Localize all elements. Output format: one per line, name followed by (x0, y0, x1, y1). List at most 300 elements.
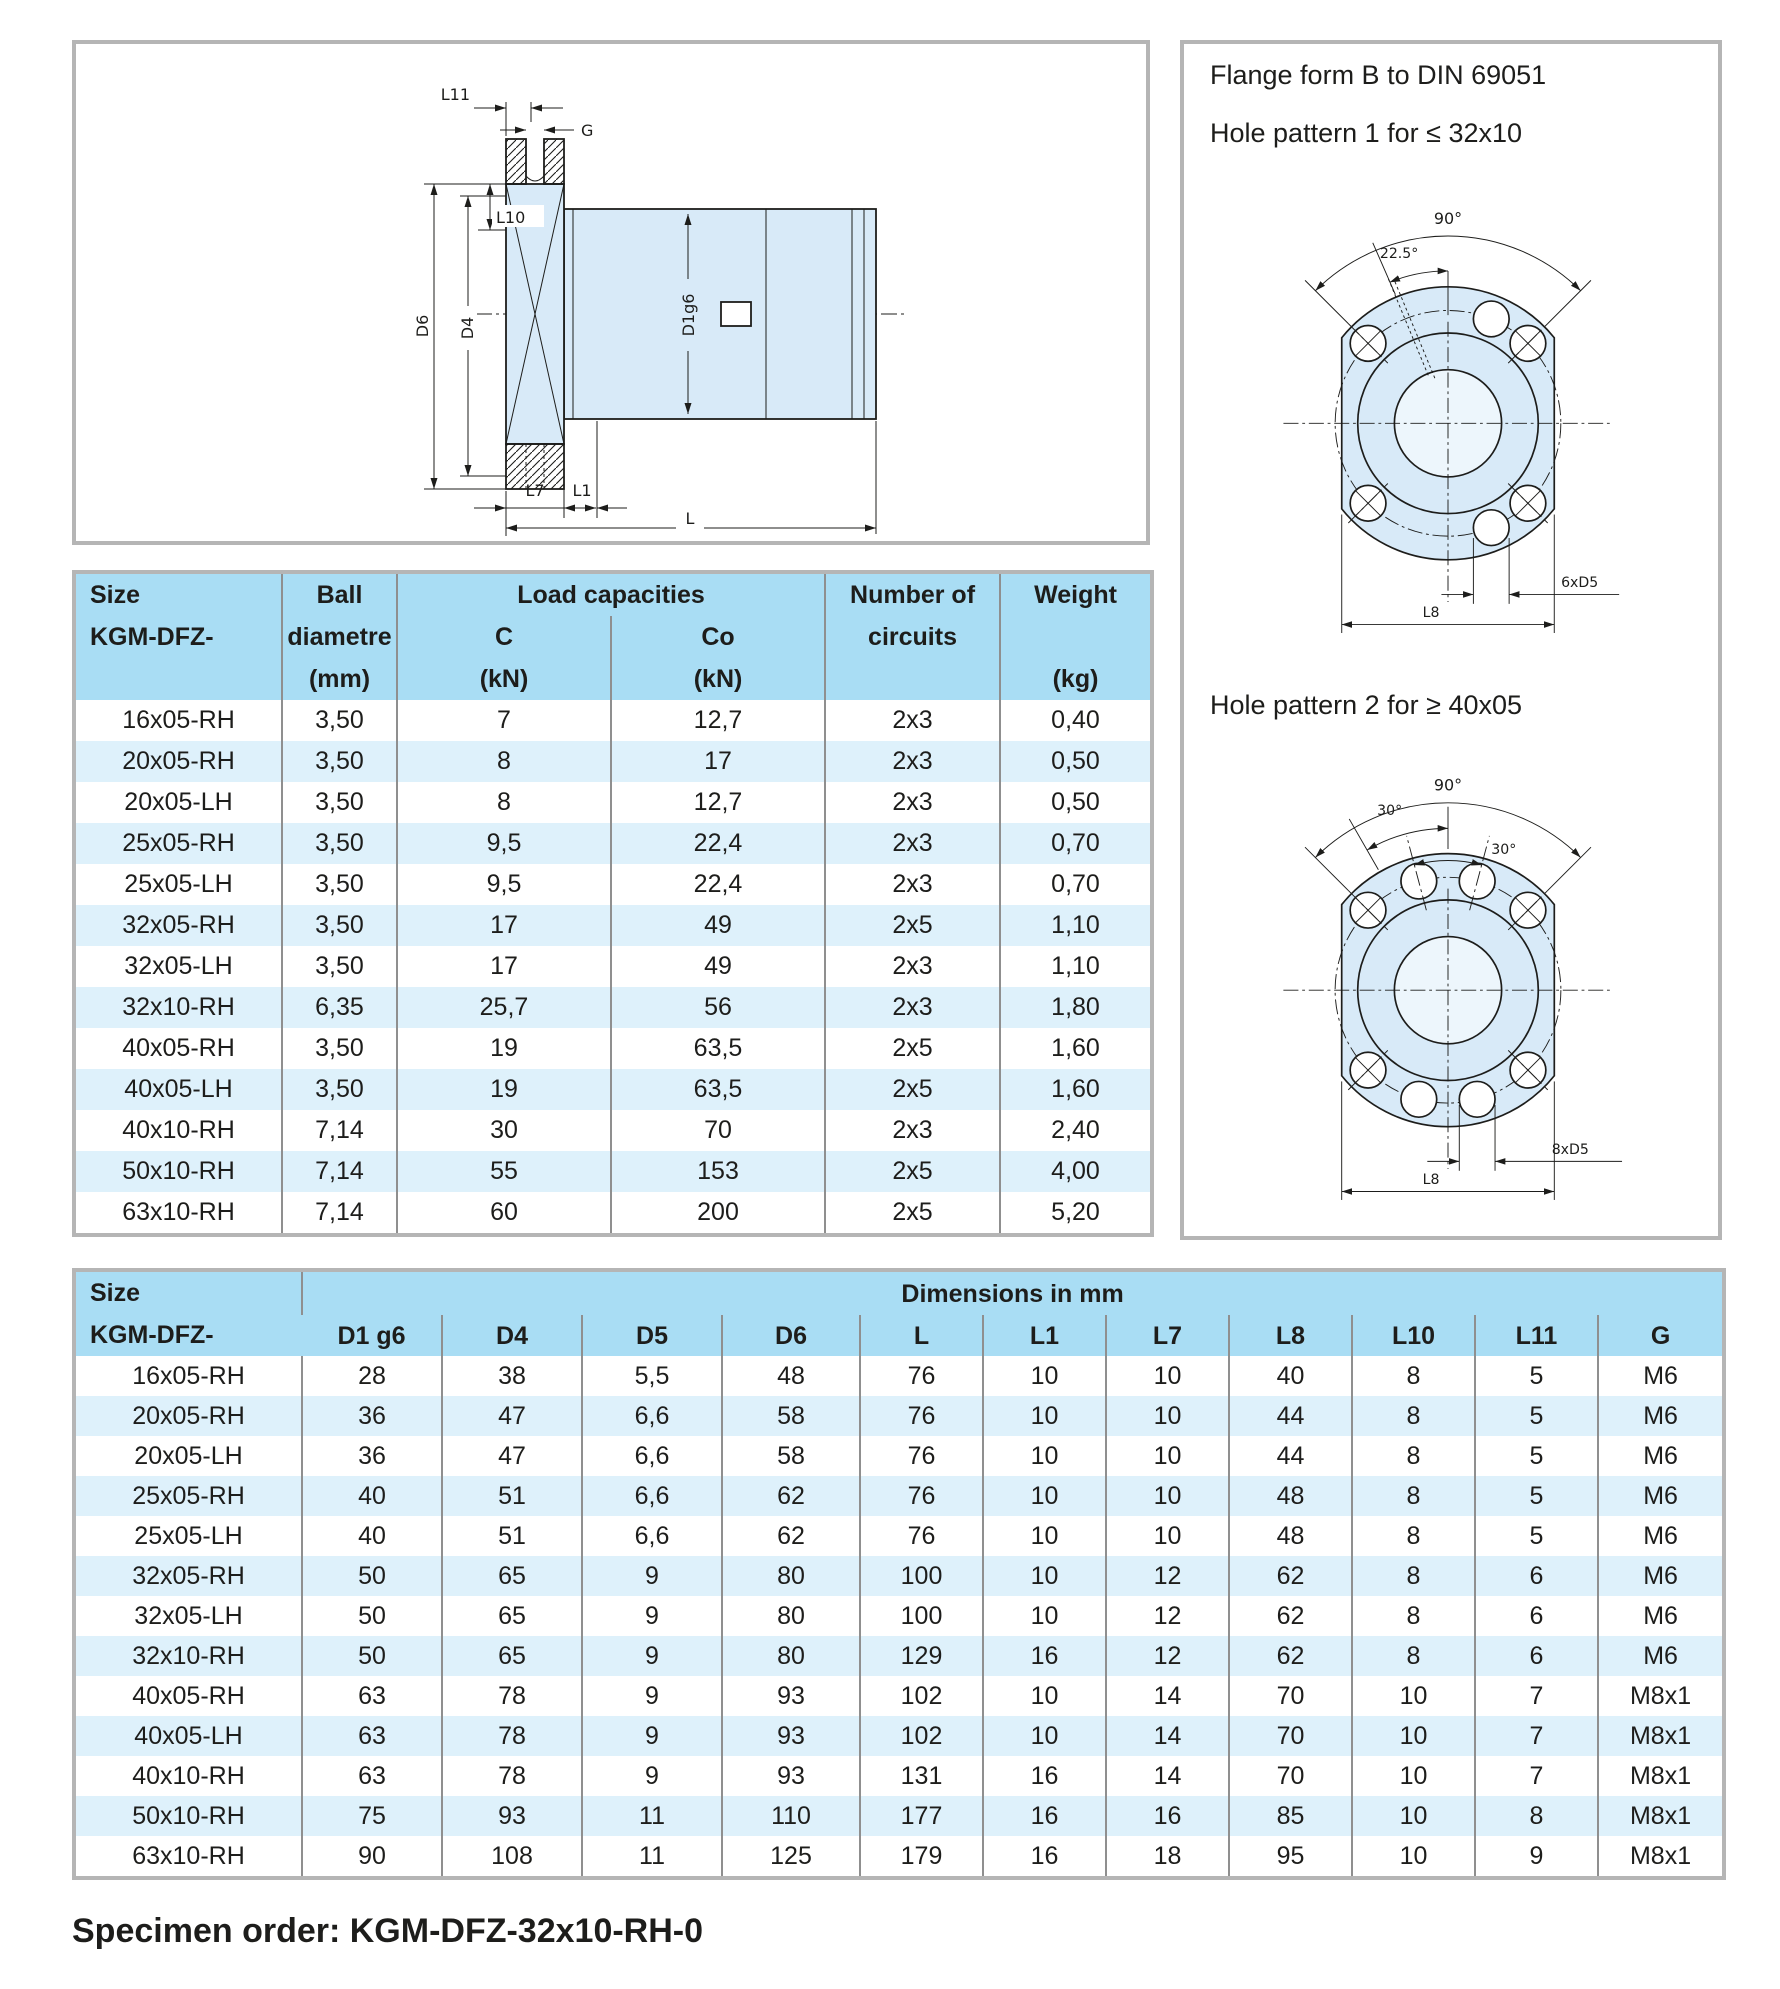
value-cell: 0,70 (1000, 823, 1152, 864)
value-cell: 36 (302, 1396, 442, 1436)
value-cell: M8x1 (1598, 1676, 1724, 1716)
value-cell: M6 (1598, 1556, 1724, 1596)
col-header-ball-diametre: Ball diametre (mm) (282, 572, 397, 700)
value-cell: 6,6 (582, 1436, 722, 1476)
value-cell: 70 (1229, 1676, 1352, 1716)
value-cell: M6 (1598, 1356, 1724, 1396)
value-cell: 100 (860, 1556, 983, 1596)
table-row (74, 1836, 1724, 1878)
angle-label-30-left: 30° (1377, 803, 1403, 820)
value-cell: 14 (1106, 1676, 1229, 1716)
col-header-l8: L8 (1229, 1315, 1352, 1356)
value-cell: 5,20 (1000, 1192, 1152, 1235)
value-cell: 40 (302, 1476, 442, 1516)
table-row (74, 823, 1152, 864)
size-cell: 20x05-RH (122, 747, 235, 775)
flange-panel (1180, 40, 1722, 1240)
value-cell: 2x5 (825, 905, 1000, 946)
dim-label-d1g6: D1g6 (679, 293, 698, 337)
value-cell: 40 (1229, 1356, 1352, 1396)
col-header-size: Size KGM-DFZ- (74, 572, 282, 700)
value-cell: 179 (860, 1836, 983, 1878)
value-cell: 1,80 (1000, 987, 1152, 1028)
value-cell: 7,14 (282, 1192, 397, 1235)
value-cell: 16 (983, 1836, 1106, 1878)
value-cell: 9,5 (397, 864, 611, 905)
size-cell: 32x05-RH (132, 1561, 245, 1590)
value-cell: 3,50 (282, 864, 397, 905)
table-row (74, 1356, 1724, 1396)
table-row (74, 741, 1152, 782)
value-cell: 93 (722, 1716, 860, 1756)
grease-boss-left (506, 139, 526, 184)
size-cell: 40x05-LH (124, 1075, 233, 1103)
value-cell: 22,4 (611, 823, 825, 864)
value-cell: 12,7 (611, 700, 825, 741)
value-cell: M6 (1598, 1516, 1724, 1556)
value-cell: 12 (1106, 1636, 1229, 1676)
value-cell: 63,5 (611, 1028, 825, 1069)
table-row (74, 700, 1152, 741)
value-cell: 2x5 (825, 1069, 1000, 1110)
value-cell: 9 (582, 1716, 722, 1756)
value-cell: 40 (302, 1516, 442, 1556)
dimensions-table (72, 1268, 1726, 1880)
section-drawing-panel (72, 40, 1150, 545)
value-cell: 80 (722, 1556, 860, 1596)
value-cell: 93 (722, 1756, 860, 1796)
col-header-load-capacities: Load capacities C (kN) Co (kN) (397, 572, 825, 700)
table-row (74, 1796, 1724, 1836)
col-header-d1g6: D1 g6 (302, 1315, 442, 1356)
value-cell: 2x5 (825, 1028, 1000, 1069)
value-cell: 9 (582, 1676, 722, 1716)
value-cell: 63,5 (611, 1069, 825, 1110)
col-header-l7: L7 (1106, 1315, 1229, 1356)
col-header-g: G (1598, 1315, 1724, 1356)
value-cell: M8x1 (1598, 1836, 1724, 1878)
col-header-size: Size KGM-DFZ- (74, 1270, 302, 1356)
value-cell: 102 (860, 1676, 983, 1716)
value-cell: 78 (442, 1716, 582, 1756)
section-drawing (76, 44, 1146, 541)
size-cell: 16x05-RH (132, 1361, 245, 1390)
value-cell: 9 (1475, 1836, 1598, 1878)
value-cell: 10 (1106, 1356, 1229, 1396)
value-cell: 63 (302, 1676, 442, 1716)
table-row (74, 1596, 1724, 1636)
table-row (74, 1716, 1724, 1756)
value-cell: 7 (1475, 1756, 1598, 1796)
dim-label-d4: D4 (458, 316, 477, 340)
value-cell: 16 (983, 1756, 1106, 1796)
value-cell: 78 (442, 1756, 582, 1796)
holes-count-label: 6xD5 (1561, 574, 1599, 591)
col-header-l1: L1 (983, 1315, 1106, 1356)
size-cell: 40x05-LH (134, 1721, 243, 1750)
value-cell: 5 (1475, 1436, 1598, 1476)
value-cell: 7 (397, 700, 611, 741)
value-cell: 100 (860, 1596, 983, 1636)
table-row (74, 1436, 1724, 1476)
value-cell: 93 (442, 1796, 582, 1836)
table-row (74, 987, 1152, 1028)
table-row (74, 1756, 1724, 1796)
value-cell: 1,60 (1000, 1069, 1152, 1110)
size-cell: 16x05-RH (122, 706, 235, 734)
dim-table-header-row-1 (74, 1270, 1724, 1315)
col-header-l11: L11 (1475, 1315, 1598, 1356)
value-cell: M6 (1598, 1436, 1724, 1476)
value-cell: 10 (983, 1716, 1106, 1756)
grease-boss-right (544, 139, 564, 184)
value-cell: 47 (442, 1436, 582, 1476)
value-cell: M8x1 (1598, 1756, 1724, 1796)
value-cell: 9 (582, 1556, 722, 1596)
size-cell: 32x05-LH (134, 1601, 243, 1630)
size-cell: 63x10-RH (132, 1841, 245, 1870)
value-cell: 10 (1106, 1396, 1229, 1436)
value-cell: 8 (1352, 1396, 1475, 1436)
value-cell: 85 (1229, 1796, 1352, 1836)
hole-pattern-2-diagram (1194, 722, 1702, 1216)
value-cell: 125 (722, 1836, 860, 1878)
value-cell: 76 (860, 1476, 983, 1516)
value-cell: 108 (442, 1836, 582, 1878)
value-cell: 17 (397, 905, 611, 946)
value-cell: 19 (397, 1069, 611, 1110)
value-cell: 9 (582, 1596, 722, 1636)
value-cell: M6 (1598, 1636, 1724, 1676)
value-cell: 51 (442, 1516, 582, 1556)
col-header-l: L (860, 1315, 983, 1356)
value-cell: 62 (722, 1516, 860, 1556)
value-cell: 22,4 (611, 864, 825, 905)
value-cell: 60 (397, 1192, 611, 1235)
table-row (74, 1151, 1152, 1192)
value-cell: 0,50 (1000, 782, 1152, 823)
load-table-header-row (74, 572, 1152, 700)
value-cell: 5 (1475, 1396, 1598, 1436)
value-cell: 70 (1229, 1716, 1352, 1756)
size-cell: 20x05-LH (134, 1441, 243, 1470)
value-cell: 5 (1475, 1516, 1598, 1556)
value-cell: 8 (1352, 1516, 1475, 1556)
value-cell: 10 (1106, 1516, 1229, 1556)
value-cell: 16 (983, 1796, 1106, 1836)
table-row (74, 1192, 1152, 1235)
value-cell: 50 (302, 1636, 442, 1676)
value-cell: 10 (1352, 1796, 1475, 1836)
value-cell: 80 (722, 1596, 860, 1636)
value-cell: 2x3 (825, 864, 1000, 905)
value-cell: 14 (1106, 1716, 1229, 1756)
value-cell: 70 (1229, 1756, 1352, 1796)
value-cell: 44 (1229, 1436, 1352, 1476)
value-cell: 2x3 (825, 946, 1000, 987)
value-cell: 2x3 (825, 782, 1000, 823)
col-header-weight: Weight (kg) (1000, 572, 1152, 700)
value-cell: 8 (1352, 1596, 1475, 1636)
value-cell: 76 (860, 1356, 983, 1396)
size-cell: 40x10-RH (132, 1761, 245, 1790)
l8-label: L8 (1422, 1171, 1440, 1188)
value-cell: 10 (1352, 1676, 1475, 1716)
dim-table-header-row-2 (74, 1315, 1724, 1356)
value-cell: 10 (983, 1516, 1106, 1556)
value-cell: 75 (302, 1796, 442, 1836)
size-cell: 20x05-RH (132, 1401, 245, 1430)
value-cell: 25,7 (397, 987, 611, 1028)
holes-count-label: 8xD5 (1551, 1141, 1589, 1158)
value-cell: 3,50 (282, 700, 397, 741)
value-cell: 65 (442, 1636, 582, 1676)
value-cell: 2,40 (1000, 1110, 1152, 1151)
col-header-circuits: Number of circuits (825, 572, 1000, 700)
dim-label-l10: L10 (496, 208, 526, 227)
value-cell: M8x1 (1598, 1716, 1724, 1756)
value-cell: 56 (611, 987, 825, 1028)
size-cell: 40x05-RH (132, 1681, 245, 1710)
value-cell: 10 (983, 1676, 1106, 1716)
value-cell: 5 (1475, 1476, 1598, 1516)
value-cell: 2x3 (825, 987, 1000, 1028)
value-cell: 7,14 (282, 1110, 397, 1151)
value-cell: 10 (1352, 1756, 1475, 1796)
value-cell: 51 (442, 1476, 582, 1516)
value-cell: 8 (1352, 1436, 1475, 1476)
size-cell: 25x05-LH (124, 870, 233, 898)
value-cell: 47 (442, 1396, 582, 1436)
table-row (74, 1676, 1724, 1716)
value-cell: 76 (860, 1396, 983, 1436)
value-cell: 10 (983, 1356, 1106, 1396)
value-cell: M6 (1598, 1476, 1724, 1516)
value-cell: 62 (1229, 1556, 1352, 1596)
size-cell: 40x10-RH (122, 1116, 235, 1144)
value-cell: 6,6 (582, 1396, 722, 1436)
value-cell: 3,50 (282, 823, 397, 864)
value-cell: 62 (722, 1476, 860, 1516)
dim-label-d6: D6 (413, 314, 432, 338)
value-cell: 6 (1475, 1596, 1598, 1636)
value-cell: 10 (1352, 1836, 1475, 1878)
value-cell: M6 (1598, 1396, 1724, 1436)
table-row (74, 1476, 1724, 1516)
value-cell: 2x5 (825, 1151, 1000, 1192)
value-cell: 3,50 (282, 741, 397, 782)
value-cell: 8 (397, 782, 611, 823)
value-cell: 10 (1106, 1436, 1229, 1476)
value-cell: M8x1 (1598, 1796, 1724, 1836)
value-cell: 62 (1229, 1636, 1352, 1676)
value-cell: 110 (722, 1796, 860, 1836)
value-cell: 10 (983, 1596, 1106, 1636)
value-cell: 10 (983, 1556, 1106, 1596)
load-capacity-table-wrap (72, 570, 1150, 1237)
value-cell: 8 (1352, 1556, 1475, 1596)
value-cell: 11 (582, 1836, 722, 1878)
key-tab (721, 302, 751, 326)
value-cell: 49 (611, 946, 825, 987)
size-cell: 32x10-RH (122, 993, 235, 1021)
value-cell: 10 (983, 1436, 1106, 1476)
value-cell: 10 (1352, 1716, 1475, 1756)
value-cell: 8 (1352, 1636, 1475, 1676)
col-header-d5: D5 (582, 1315, 722, 1356)
size-cell: 32x05-RH (122, 911, 235, 939)
value-cell: 2x3 (825, 823, 1000, 864)
angle-label-22-5: 22.5° (1379, 245, 1419, 262)
value-cell: 0,70 (1000, 864, 1152, 905)
value-cell: 70 (611, 1110, 825, 1151)
value-cell: 0,40 (1000, 700, 1152, 741)
value-cell: 12 (1106, 1556, 1229, 1596)
value-cell: 10 (983, 1476, 1106, 1516)
value-cell: 12 (1106, 1596, 1229, 1636)
table-row (74, 1069, 1152, 1110)
value-cell: 95 (1229, 1836, 1352, 1878)
value-cell: 30 (397, 1110, 611, 1151)
value-cell: 48 (1229, 1476, 1352, 1516)
value-cell: 177 (860, 1796, 983, 1836)
col-header-d6: D6 (722, 1315, 860, 1356)
l8-label: L8 (1422, 605, 1440, 622)
size-cell: 50x10-RH (132, 1801, 245, 1830)
value-cell: 131 (860, 1756, 983, 1796)
value-cell: 63 (302, 1716, 442, 1756)
dim-label-g: G (581, 121, 594, 140)
dimensions-group-title: Dimensions in mm (302, 1270, 1724, 1315)
value-cell: 2x3 (825, 741, 1000, 782)
value-cell: 1,10 (1000, 946, 1152, 987)
value-cell: 44 (1229, 1396, 1352, 1436)
col-header-l10: L10 (1352, 1315, 1475, 1356)
value-cell: 58 (722, 1436, 860, 1476)
nut-body (564, 209, 876, 419)
value-cell: 50 (302, 1556, 442, 1596)
size-cell: 25x05-RH (132, 1481, 245, 1510)
value-cell: 14 (1106, 1756, 1229, 1796)
value-cell: 80 (722, 1636, 860, 1676)
dim-label-l7: L7 (525, 481, 545, 500)
size-cell: 63x10-RH (122, 1198, 235, 1226)
size-cell: 25x05-RH (122, 829, 235, 857)
value-cell: 8 (1352, 1476, 1475, 1516)
value-cell: 49 (611, 905, 825, 946)
value-cell: 78 (442, 1676, 582, 1716)
table-row (74, 1516, 1724, 1556)
value-cell: 5 (1475, 1356, 1598, 1396)
value-cell: 76 (860, 1436, 983, 1476)
value-cell: 16 (1106, 1796, 1229, 1836)
value-cell: 7 (1475, 1676, 1598, 1716)
value-cell: 19 (397, 1028, 611, 1069)
value-cell: 65 (442, 1556, 582, 1596)
col-header-d4: D4 (442, 1315, 582, 1356)
value-cell: 6,6 (582, 1476, 722, 1516)
table-row (74, 1110, 1152, 1151)
value-cell: 9,5 (397, 823, 611, 864)
value-cell: 10 (983, 1396, 1106, 1436)
value-cell: 153 (611, 1151, 825, 1192)
size-cell: 40x05-RH (122, 1034, 235, 1062)
value-cell: 55 (397, 1151, 611, 1192)
value-cell: 6,6 (582, 1516, 722, 1556)
table-row (74, 1028, 1152, 1069)
value-cell: 90 (302, 1836, 442, 1878)
load-capacity-table (72, 570, 1154, 1237)
value-cell: 1,10 (1000, 905, 1152, 946)
value-cell: 9 (582, 1756, 722, 1796)
value-cell: 63 (302, 1756, 442, 1796)
value-cell: 2x5 (825, 1192, 1000, 1235)
specimen-order-text: Specimen order: KGM-DFZ-32x10-RH-0 (72, 1912, 704, 1950)
value-cell: 12,7 (611, 782, 825, 823)
value-cell: 6 (1475, 1556, 1598, 1596)
value-cell: 2x3 (825, 1110, 1000, 1151)
value-cell: 0,50 (1000, 741, 1152, 782)
value-cell: 93 (722, 1676, 860, 1716)
value-cell: 48 (1229, 1516, 1352, 1556)
value-cell: 200 (611, 1192, 825, 1235)
value-cell: 5,5 (582, 1356, 722, 1396)
dim-label-l: L (685, 509, 695, 528)
hole-pattern-1-title: Hole pattern 1 for ≤ 32x10 (1210, 118, 1523, 148)
size-cell: 50x10-RH (122, 1157, 235, 1185)
size-cell: 32x10-RH (132, 1641, 245, 1670)
value-cell: 18 (1106, 1836, 1229, 1878)
dimensions-table-wrap (72, 1268, 1722, 1880)
table-row (74, 782, 1152, 823)
table-row (74, 905, 1152, 946)
value-cell: 17 (397, 946, 611, 987)
value-cell: 2x3 (825, 700, 1000, 741)
hole-pattern-2-title: Hole pattern 2 for ≥ 40x05 (1210, 690, 1523, 720)
grease-hole (526, 139, 544, 181)
value-cell: 36 (302, 1436, 442, 1476)
value-cell: 3,50 (282, 1069, 397, 1110)
value-cell: 62 (1229, 1596, 1352, 1636)
value-cell: 50 (302, 1596, 442, 1636)
value-cell: 6,35 (282, 987, 397, 1028)
value-cell: 17 (611, 741, 825, 782)
angle-label-90: 90° (1433, 208, 1463, 228)
value-cell: 11 (582, 1796, 722, 1836)
value-cell: 48 (722, 1356, 860, 1396)
value-cell: 10 (1106, 1476, 1229, 1516)
value-cell: 1,60 (1000, 1028, 1152, 1069)
value-cell: 8 (397, 741, 611, 782)
dim-label-l11: L11 (440, 85, 470, 104)
value-cell: 28 (302, 1356, 442, 1396)
table-row (74, 1636, 1724, 1676)
table-row (74, 946, 1152, 987)
value-cell: 9 (582, 1636, 722, 1676)
value-cell: 58 (722, 1396, 860, 1436)
size-cell: 25x05-LH (134, 1521, 243, 1550)
table-row (74, 864, 1152, 905)
value-cell: 65 (442, 1596, 582, 1636)
value-cell: 7,14 (282, 1151, 397, 1192)
dim-label-l1: L1 (572, 481, 592, 500)
size-cell: 20x05-LH (124, 788, 233, 816)
value-cell: 3,50 (282, 782, 397, 823)
value-cell: 8 (1475, 1796, 1598, 1836)
value-cell: 76 (860, 1516, 983, 1556)
value-cell: 3,50 (282, 905, 397, 946)
angle-label-90: 90° (1433, 775, 1463, 795)
